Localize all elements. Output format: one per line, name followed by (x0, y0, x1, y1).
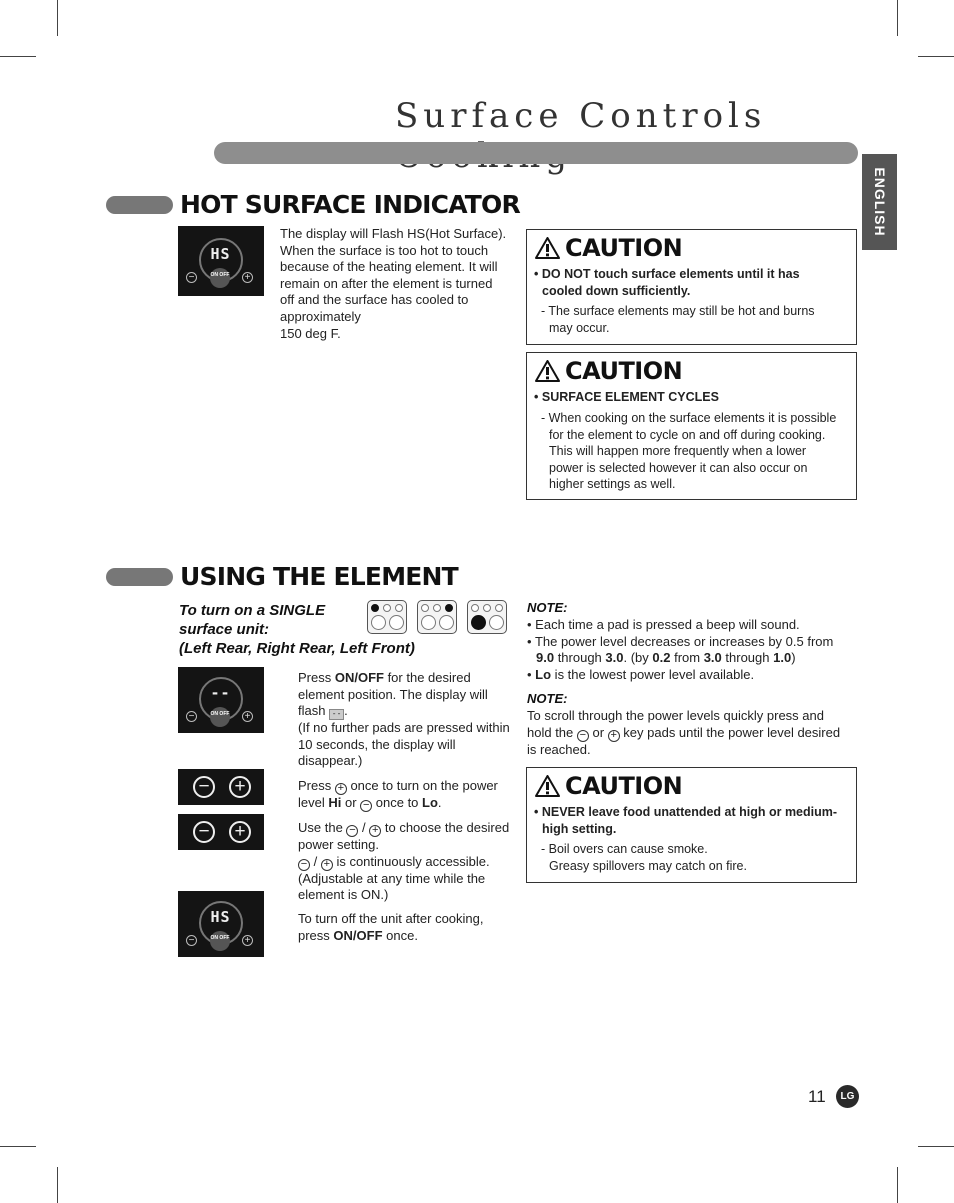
text: key pads until the power level desired is reached. (527, 724, 841, 757)
text-line: because of the heating element. It will (280, 259, 498, 275)
step4-text (298, 911, 512, 944)
panel-display: HS (210, 245, 231, 263)
text-line: • DO NOT touch surface elements until it has (534, 267, 800, 281)
language-tab (862, 154, 897, 250)
minus-icon: − (186, 711, 197, 722)
element-dot (471, 604, 479, 612)
text: once to (372, 795, 423, 810)
crop-mark (918, 1146, 954, 1147)
hot-surface-heading: HOT SURFACE INDICATOR (180, 190, 520, 219)
cooktop-diagram-right-rear (417, 600, 457, 634)
text: is the lowest power level available. (551, 666, 755, 682)
element-dot (439, 615, 454, 630)
text-line: - The surface elements may still be hot and burns (541, 304, 815, 318)
hot-surface-description (280, 226, 520, 342)
element-dot (389, 615, 404, 630)
plus-icon: + (242, 272, 253, 283)
caution-bullet (534, 266, 800, 299)
note2-text (527, 708, 852, 758)
plus-icon: + (229, 776, 251, 798)
text-line: cooled down sufficiently. (542, 283, 691, 298)
note-heading: NOTE: (527, 600, 568, 615)
crop-mark (0, 56, 36, 57)
note-item: • Each time a pad is pressed a beep will sound. (527, 617, 800, 632)
caution-header (535, 234, 682, 262)
text: . (437, 795, 442, 810)
text-line: • NEVER leave food unattended at high or medium- (534, 805, 838, 819)
note-heading: NOTE: (527, 691, 568, 706)
text: Press (298, 670, 335, 685)
key-label: ON/OFF (334, 670, 384, 685)
plus-icon: + (229, 821, 251, 843)
text: / (358, 820, 370, 835)
caution-detail (541, 303, 815, 336)
text: . (344, 703, 348, 719)
caution-box-unattended (526, 767, 857, 883)
caution-title: CAUTION (565, 772, 683, 800)
text: ) (791, 650, 796, 666)
element-dot (433, 604, 441, 612)
text: or (588, 724, 608, 740)
text: from (670, 650, 704, 666)
step1-text (298, 670, 512, 770)
text-line: - When cooking on the surface elements it is possible (541, 411, 837, 425)
level-hi: Hi (328, 795, 342, 810)
step1-panel (178, 667, 264, 733)
crop-mark (57, 1167, 58, 1203)
text-line: off and the surface has cooled to (280, 292, 469, 308)
value: 3.0 (703, 650, 722, 666)
text: once. (382, 927, 418, 943)
minus-icon: − (298, 859, 310, 871)
language-tab-label: ENGLISH (871, 167, 888, 237)
hot-surface-panel (178, 226, 264, 296)
bullet-text: NEVER leave food unattended at high or medium- (541, 805, 838, 819)
crop-mark (897, 1167, 898, 1203)
text-line: remain on after the element is turned (280, 275, 493, 291)
element-dot (395, 604, 403, 612)
minus-icon: − (193, 776, 215, 798)
text: Use the (298, 820, 347, 835)
note1-list (527, 617, 857, 683)
caution-title: CAUTION (565, 234, 683, 262)
text-line: surface unit: (179, 621, 270, 638)
minus-icon: − (360, 800, 372, 812)
caution-detail (541, 841, 747, 874)
step3-keypad (178, 814, 264, 850)
caution-header (535, 772, 682, 800)
panel-display: HS (210, 908, 231, 926)
flash-display-icon: -- (329, 709, 344, 720)
text: is continuously accessible. (Adjustable at any time while the element is ON.) (298, 853, 490, 903)
section-pill (106, 196, 173, 214)
text: To scroll through the power levels quickly press and hold the (527, 708, 824, 740)
onoff-button: ON OFF (210, 268, 230, 288)
warning-icon (535, 775, 560, 797)
plus-icon: + (608, 730, 620, 742)
element-dot (421, 604, 429, 612)
step3-text (298, 820, 512, 904)
text: Press (298, 778, 335, 793)
note-item (527, 650, 857, 667)
text: or (341, 795, 361, 810)
crop-mark (918, 56, 954, 57)
onoff-button: ON OFF (210, 931, 230, 951)
text-line: for the element to cycle on and off during cooking. (549, 427, 826, 442)
text-line: higher settings as well. (549, 477, 676, 491)
text-line: • SURFACE ELEMENT CYCLES (534, 390, 719, 404)
using-element-heading: USING THE ELEMENT (180, 562, 458, 591)
text: for the desired element position. The display will flash (298, 670, 488, 719)
crop-mark (897, 0, 898, 36)
page-number: 11 (808, 1087, 826, 1106)
cooktop-diagram-left-rear (367, 600, 407, 634)
text-line: approximately (280, 308, 361, 324)
caution-box-cycles (526, 352, 857, 500)
text: to choose the desired power setting. (298, 820, 510, 852)
level-lo: Lo (422, 795, 438, 810)
onoff-button: ON OFF (210, 707, 230, 727)
minus-icon: − (346, 825, 358, 837)
text-line: may occur. (549, 320, 610, 335)
note-item: • Lo is the lowest power level available. (527, 666, 755, 682)
crop-mark (57, 0, 58, 36)
minus-icon: − (577, 730, 589, 742)
text: through (721, 650, 774, 666)
text: / (310, 853, 321, 869)
text-line: This will happen more frequently when a lower (549, 444, 807, 458)
caution-box-hot-touch (526, 229, 857, 345)
caution-bullet (534, 804, 837, 837)
value: Lo (535, 666, 552, 682)
title-bar (214, 142, 858, 164)
element-dot (445, 604, 453, 612)
page-title: Surface Controls (395, 96, 767, 136)
step4-panel (178, 891, 264, 957)
element-dot (489, 615, 504, 630)
text: (If no further pads are pressed within 10 seconds, the display will disappear.) (298, 720, 510, 769)
element-dot (371, 615, 386, 630)
crop-mark (0, 1146, 36, 1147)
plus-icon: + (242, 935, 253, 946)
text: through (554, 650, 606, 666)
bullet-text: SURFACE ELEMENT CYCLES (541, 390, 719, 404)
value: 9.0 (536, 650, 555, 666)
element-dot (383, 604, 391, 612)
plus-icon: + (242, 711, 253, 722)
minus-icon: − (193, 821, 215, 843)
text-line: power is selected however it can also occur on (549, 460, 808, 475)
text-line: The display will Flash HS(Hot Surface). (280, 226, 507, 241)
text: . (by (623, 650, 653, 666)
bullet-text: DO NOT touch surface elements until it has (541, 267, 800, 281)
warning-icon (535, 360, 560, 382)
text-line: To turn on a SINGLE (179, 602, 326, 619)
plus-icon: + (321, 859, 333, 871)
caution-header (535, 357, 682, 385)
element-dot (495, 604, 503, 612)
text-line: When the surface is too hot to touch (280, 242, 489, 258)
text-line: Greasy spillovers may catch on fire. (549, 858, 747, 873)
value: 3.0 (605, 650, 624, 666)
plus-icon: + (335, 783, 347, 795)
lg-logo: LG (836, 1085, 859, 1108)
caution-bullet (534, 389, 719, 406)
value: 1.0 (773, 650, 792, 666)
text: once to turn on the power level (298, 778, 498, 810)
text-line: (Left Rear, Right Rear, Left Front) (179, 640, 415, 657)
text-line: high setting. (542, 821, 617, 836)
step2-text (298, 778, 512, 812)
plus-icon: + (369, 825, 381, 837)
element-dot (483, 604, 491, 612)
element-dot (421, 615, 436, 630)
warning-icon (535, 237, 560, 259)
element-dot (371, 604, 379, 612)
minus-icon: − (186, 935, 197, 946)
text: Each time a pad is pressed a beep will sound. (535, 617, 800, 632)
text: The power level decreases or increases by 0.5 from (534, 633, 834, 649)
text-line: 150 deg F. (280, 325, 341, 341)
caution-detail (541, 410, 836, 493)
note-item: • The power level decreases or increases by 0.5 from (527, 633, 834, 649)
cooktop-diagram-left-front (467, 600, 507, 634)
step2-keypad (178, 769, 264, 805)
text: To turn off the unit after cooking, press (298, 911, 484, 943)
element-dot (471, 615, 486, 630)
value: 0.2 (652, 650, 671, 666)
panel-display: -- (210, 684, 231, 702)
section-pill (106, 568, 173, 586)
text-line: - Boil overs can cause smoke. (541, 842, 708, 856)
minus-icon: − (186, 272, 197, 283)
key-label: ON/OFF (333, 927, 383, 943)
caution-title: CAUTION (565, 357, 683, 385)
